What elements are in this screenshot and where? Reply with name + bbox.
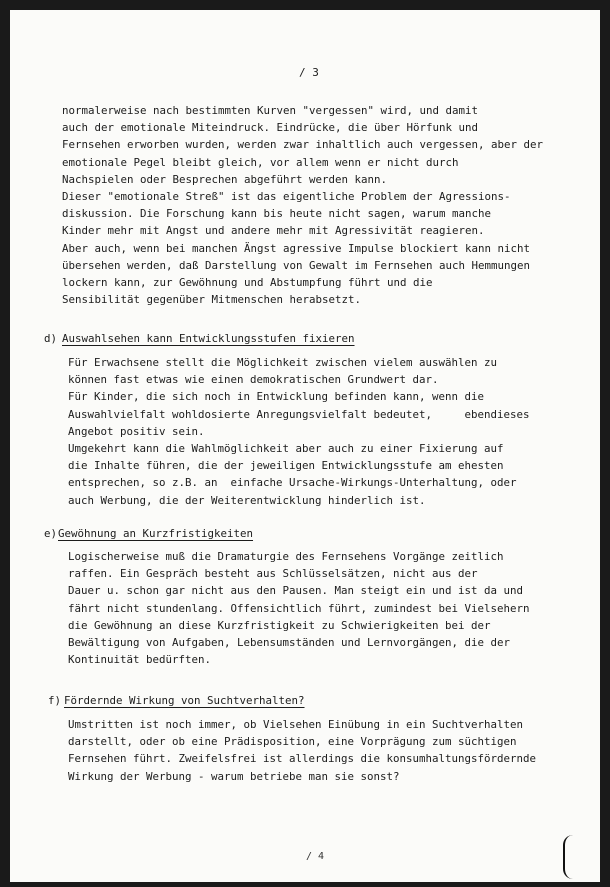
text-line: übersehen werden, daß Darstellung von Gewalt im Fernsehen auch Hemmungen [62, 258, 531, 272]
text-line: emotionale Pegel bleibt gleich, vor allem wenn er nicht durch [62, 155, 459, 169]
text-line: Umstritten ist noch immer, ob Vielsehen Einübung in ein Suchtverhalten [68, 718, 524, 731]
section-d-label: d) [44, 332, 58, 345]
text-line: Fernsehen erworben wurden, werden zwar inhaltlich auch vergessen, aber der [62, 138, 544, 152]
page-number: / 3 [299, 66, 319, 79]
text-line: Kinder mehr mit Angst und andere mehr mit Agressivität reagieren. [62, 224, 485, 238]
text-line: Bewältigung von Aufgaben, Lebensumständen und Lernvorgängen, die der [68, 636, 511, 650]
text-line: Angebot positiv sein. [68, 424, 205, 438]
text-line: raffen. Ein Gespräch besteht aus Schlüsselsätzen, nicht aus der [68, 567, 478, 581]
margin-bracket-mark [563, 835, 577, 879]
text-line: Umgekehrt kann die Wahlmöglichkeit aber auch zu einer Fixierung auf [68, 442, 504, 456]
text-line: fährt nicht stundenlang. Offensichtlich führt, zumindest bei Vielsehern [68, 601, 530, 615]
section-e-heading: Gewöhnung an Kurzfristigkeiten [58, 527, 254, 540]
section-f-body [68, 716, 536, 785]
text-line: Für Erwachsene stellt die Möglichkeit zwischen vielem auswählen zu [68, 356, 498, 369]
text-line: auch der emotionale Miteindruck. Eindrücke, die über Hörfunk und [62, 121, 479, 135]
text-line: die Inhalte führen, die der jeweiligen Entwicklungsstufe am ehesten [68, 459, 504, 473]
text-line: Wirkung der Werbung - warum betriebe man sie sonst? [68, 769, 400, 783]
section-e-label: e) [44, 527, 58, 540]
document-page [10, 10, 600, 882]
text-line: Sensibilität gegenüber Mitmenschen herabsetzt. [62, 293, 362, 307]
section-f-heading: Fördernde Wirkung von Suchtverhalten? [64, 694, 305, 707]
text-line: Dauer u. schon gar nicht aus den Pausen. Man steigt ein und ist da und [68, 584, 524, 598]
text-line: Auswahlvielfalt wohldosierte Anregungsvielfalt bedeutet, ebendieses [68, 407, 530, 421]
text-line: können fast etwas wie einen demokratischen Grundwert dar. [68, 373, 439, 387]
text-line: Fernsehen führt. Zweifelsfrei ist allerdings die konsumhaltungsfördernde [68, 752, 537, 766]
text-line: Aber auch, wenn bei manchen Ängst agressive Impulse blockiert kann nicht [62, 241, 531, 255]
text-line: Dieser "emotionale Streß" ist das eigentliche Problem der Agressions- [62, 190, 511, 204]
text-line: entsprechen, so z.B. an einfache Ursache-Wirkungs-Unterhaltung, oder [68, 476, 517, 490]
text-line: die Gewöhnung an diese Kurzfristigkeit zu Schwierigkeiten bei der [68, 618, 491, 632]
section-f-label: f) [48, 694, 62, 707]
footer-page-mark: / 4 [306, 851, 325, 862]
text-line: Logischerweise muß die Dramaturgie des Fernsehens Vorgänge zeitlich [68, 550, 504, 563]
text-line: Für Kinder, die sich noch in Entwicklung befinden kann, wenn die [68, 390, 485, 404]
text-line: Nachspielen oder Besprechen abgeführt werden kann. [62, 172, 388, 186]
text-line: lockern kann, zur Gewöhnung und Abstumpfung führt und die [62, 276, 433, 290]
text-line: Kontinuität bedürften. [68, 653, 212, 667]
text-line: diskussion. Die Forschung kann bis heute nicht sagen, warum manche [62, 207, 492, 221]
text-line: normalerweise nach bestimmten Kurven "vergessen" wird, und damit [62, 104, 479, 117]
text-line: auch Werbung, die der Weiterentwicklung hinderlich ist. [68, 493, 426, 507]
text-line: darstellt, oder ob eine Prädisposition, eine Vorprägung zum süchtigen [68, 735, 517, 749]
intro-paragraph [62, 102, 543, 308]
section-d-heading: Auswahlsehen kann Entwicklungsstufen fixieren [62, 332, 355, 345]
section-d-body [68, 354, 530, 509]
section-e-body [68, 548, 530, 668]
